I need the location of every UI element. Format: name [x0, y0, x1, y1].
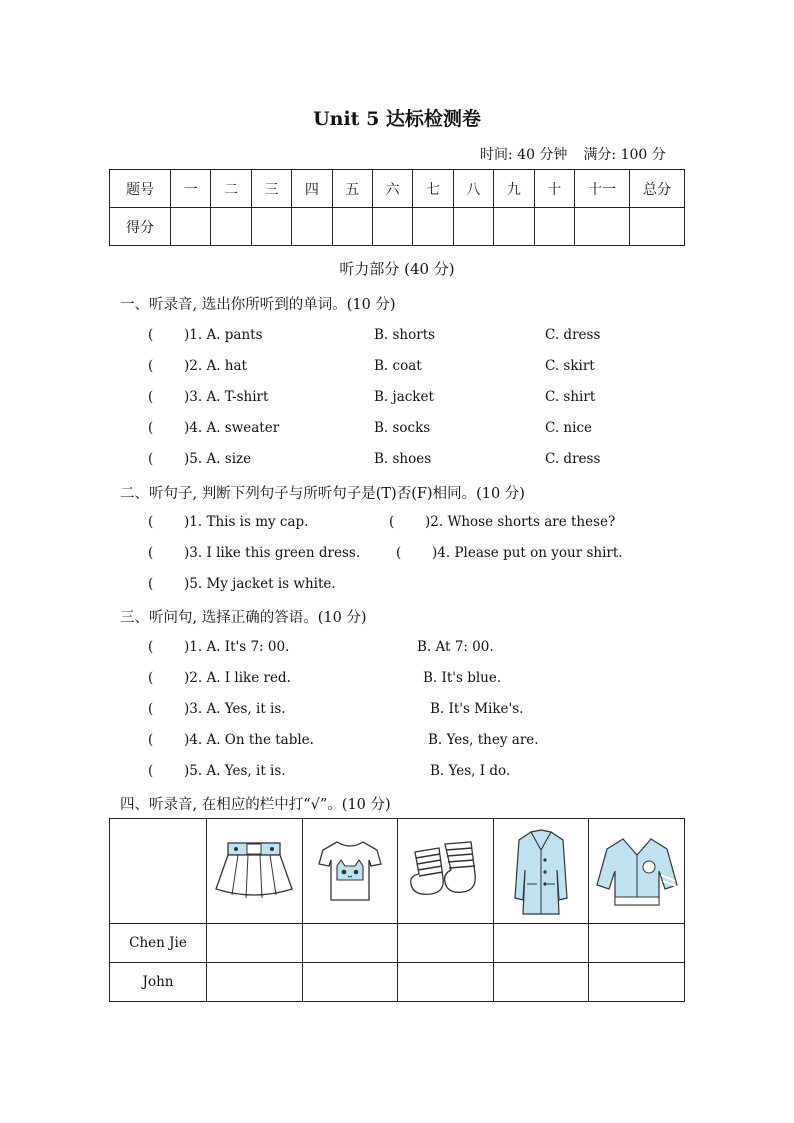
score-header-cell: 三	[251, 170, 291, 208]
score-header-cell: 五	[332, 170, 372, 208]
s1-q3-option-b: B. jacket	[374, 389, 434, 405]
score-header-cell: 十	[534, 170, 574, 208]
check-cell[interactable]	[398, 924, 494, 963]
skirt-picture-cell	[207, 819, 303, 924]
score-header-cell: 九	[494, 170, 534, 208]
jacket-icon	[595, 833, 679, 909]
tshirt-icon	[315, 836, 385, 906]
score-table	[109, 169, 685, 246]
skirt-icon	[212, 839, 296, 903]
s3-q4-option-b: B. Yes, they are.	[428, 732, 539, 748]
score-cell[interactable]	[211, 208, 251, 246]
s1-q2-option-c: C. skirt	[545, 358, 595, 374]
s3-q1-option-b: B. At 7: 00.	[417, 639, 494, 655]
s3-q2-option-b: B. It's blue.	[423, 670, 502, 686]
section2-title: 二、听句子, 判断下列句子与所听句子是(T)否(F)相同。(10 分)	[120, 486, 525, 502]
socks-icon	[405, 838, 485, 904]
answer-paren[interactable]: (	[396, 545, 402, 561]
score-cell[interactable]	[453, 208, 493, 246]
s1-q3-option-c: C. shirt	[545, 389, 596, 405]
answer-paren[interactable]: (	[148, 420, 154, 436]
answer-paren[interactable]: (	[148, 576, 154, 592]
answer-paren[interactable]: (	[148, 639, 154, 655]
s3-q2-option-a: )2. A. I like red.	[184, 670, 291, 686]
answer-paren[interactable]: (	[148, 763, 154, 779]
answer-paren[interactable]: (	[148, 670, 154, 686]
s1-q2-option-b: B. coat	[374, 358, 422, 374]
s1-q1-option-c: C. dress	[545, 327, 601, 343]
score-cell[interactable]	[292, 208, 332, 246]
jacket-picture-cell	[589, 819, 685, 924]
score-row-label: 得分	[110, 208, 171, 246]
answer-paren[interactable]: (	[148, 514, 154, 530]
s1-q4-option-c: C. nice	[545, 420, 592, 436]
check-cell[interactable]	[398, 963, 494, 1002]
s1-q5-option-c: C. dress	[545, 451, 601, 467]
s1-q4-option-b: B. socks	[374, 420, 431, 436]
s1-q5-option-b: B. shoes	[374, 451, 432, 467]
s2-q2: )2. Whose shorts are these?	[425, 514, 616, 530]
s3-q3-option-b: B. It's Mike's.	[430, 701, 524, 717]
student-name: Chen Jie	[110, 924, 207, 963]
score-cell[interactable]	[413, 208, 453, 246]
s3-q5-option-a: )5. A. Yes, it is.	[184, 763, 286, 779]
name-row-john	[110, 963, 685, 1002]
time-limit: 时间: 40 分钟	[480, 147, 568, 163]
check-cell[interactable]	[302, 924, 398, 963]
exam-meta	[480, 144, 666, 164]
check-cell[interactable]	[207, 963, 303, 1002]
score-cell[interactable]	[534, 208, 574, 246]
score-table-value-row	[110, 208, 685, 246]
s1-q1-option-a: )1. A. pants	[184, 327, 263, 343]
answer-paren[interactable]: (	[148, 389, 154, 405]
score-cell[interactable]	[575, 208, 630, 246]
s2-q5: )5. My jacket is white.	[184, 576, 336, 592]
picture-check-table	[109, 818, 685, 1002]
score-header-cell: 一	[171, 170, 211, 208]
s3-q4-option-a: )4. A. On the table.	[184, 732, 314, 748]
check-cell[interactable]	[493, 963, 589, 1002]
score-header-cell: 七	[413, 170, 453, 208]
empty-corner-cell	[110, 819, 207, 924]
score-cell[interactable]	[171, 208, 211, 246]
s2-q4: )4. Please put on your shirt.	[432, 545, 623, 561]
s1-q1-option-b: B. shorts	[374, 327, 436, 343]
student-name: John	[110, 963, 207, 1002]
picture-row	[110, 819, 685, 924]
section3-title: 三、听问句, 选择正确的答语。(10 分)	[120, 610, 367, 626]
score-cell[interactable]	[494, 208, 534, 246]
score-header-cell: 总分	[630, 170, 685, 208]
name-row-chen-jie	[110, 924, 685, 963]
section4-title: 四、听录音, 在相应的栏中打“√”。(10 分)	[120, 797, 391, 813]
score-cell[interactable]	[372, 208, 412, 246]
score-header-cell: 八	[453, 170, 493, 208]
listening-part-title: 听力部分 (40 分)	[339, 260, 455, 278]
answer-paren[interactable]: (	[148, 327, 154, 343]
answer-paren[interactable]: (	[148, 545, 154, 561]
score-header-cell: 二	[211, 170, 251, 208]
score-header-cell: 十一	[575, 170, 630, 208]
coat-picture-cell	[493, 819, 589, 924]
s1-q4-option-a: )4. A. sweater	[184, 420, 280, 436]
s2-q1: )1. This is my cap.	[184, 514, 309, 530]
answer-paren[interactable]: (	[148, 732, 154, 748]
check-cell[interactable]	[302, 963, 398, 1002]
score-header-cell: 四	[292, 170, 332, 208]
score-cell[interactable]	[630, 208, 685, 246]
s3-q1-option-a: )1. A. It's 7: 00.	[184, 639, 290, 655]
s1-q3-option-a: )3. A. T-shirt	[184, 389, 269, 405]
s1-q5-option-a: )5. A. size	[184, 451, 252, 467]
tshirt-picture-cell	[302, 819, 398, 924]
check-cell[interactable]	[207, 924, 303, 963]
answer-paren[interactable]: (	[148, 451, 154, 467]
s3-q3-option-a: )3. A. Yes, it is.	[184, 701, 286, 717]
s1-q2-option-a: )2. A. hat	[184, 358, 247, 374]
coat-icon	[511, 826, 571, 916]
answer-paren[interactable]: (	[389, 514, 395, 530]
score-cell[interactable]	[332, 208, 372, 246]
full-score: 满分: 100 分	[583, 147, 666, 163]
socks-picture-cell	[398, 819, 494, 924]
answer-paren[interactable]: (	[148, 701, 154, 717]
answer-paren[interactable]: (	[148, 358, 154, 374]
s2-q3: )3. I like this green dress.	[184, 545, 361, 561]
check-cell[interactable]	[589, 963, 685, 1002]
score-header-cell: 六	[372, 170, 412, 208]
score-header-cell: 题号	[110, 170, 171, 208]
section1-title: 一、听录音, 选出你所听到的单词。(10 分)	[120, 297, 396, 313]
score-cell[interactable]	[251, 208, 291, 246]
check-cell[interactable]	[589, 924, 685, 963]
check-cell[interactable]	[493, 924, 589, 963]
page-title: Unit 5 达标检测卷	[313, 108, 481, 130]
score-table-header-row	[110, 170, 685, 208]
s3-q5-option-b: B. Yes, I do.	[430, 763, 511, 779]
